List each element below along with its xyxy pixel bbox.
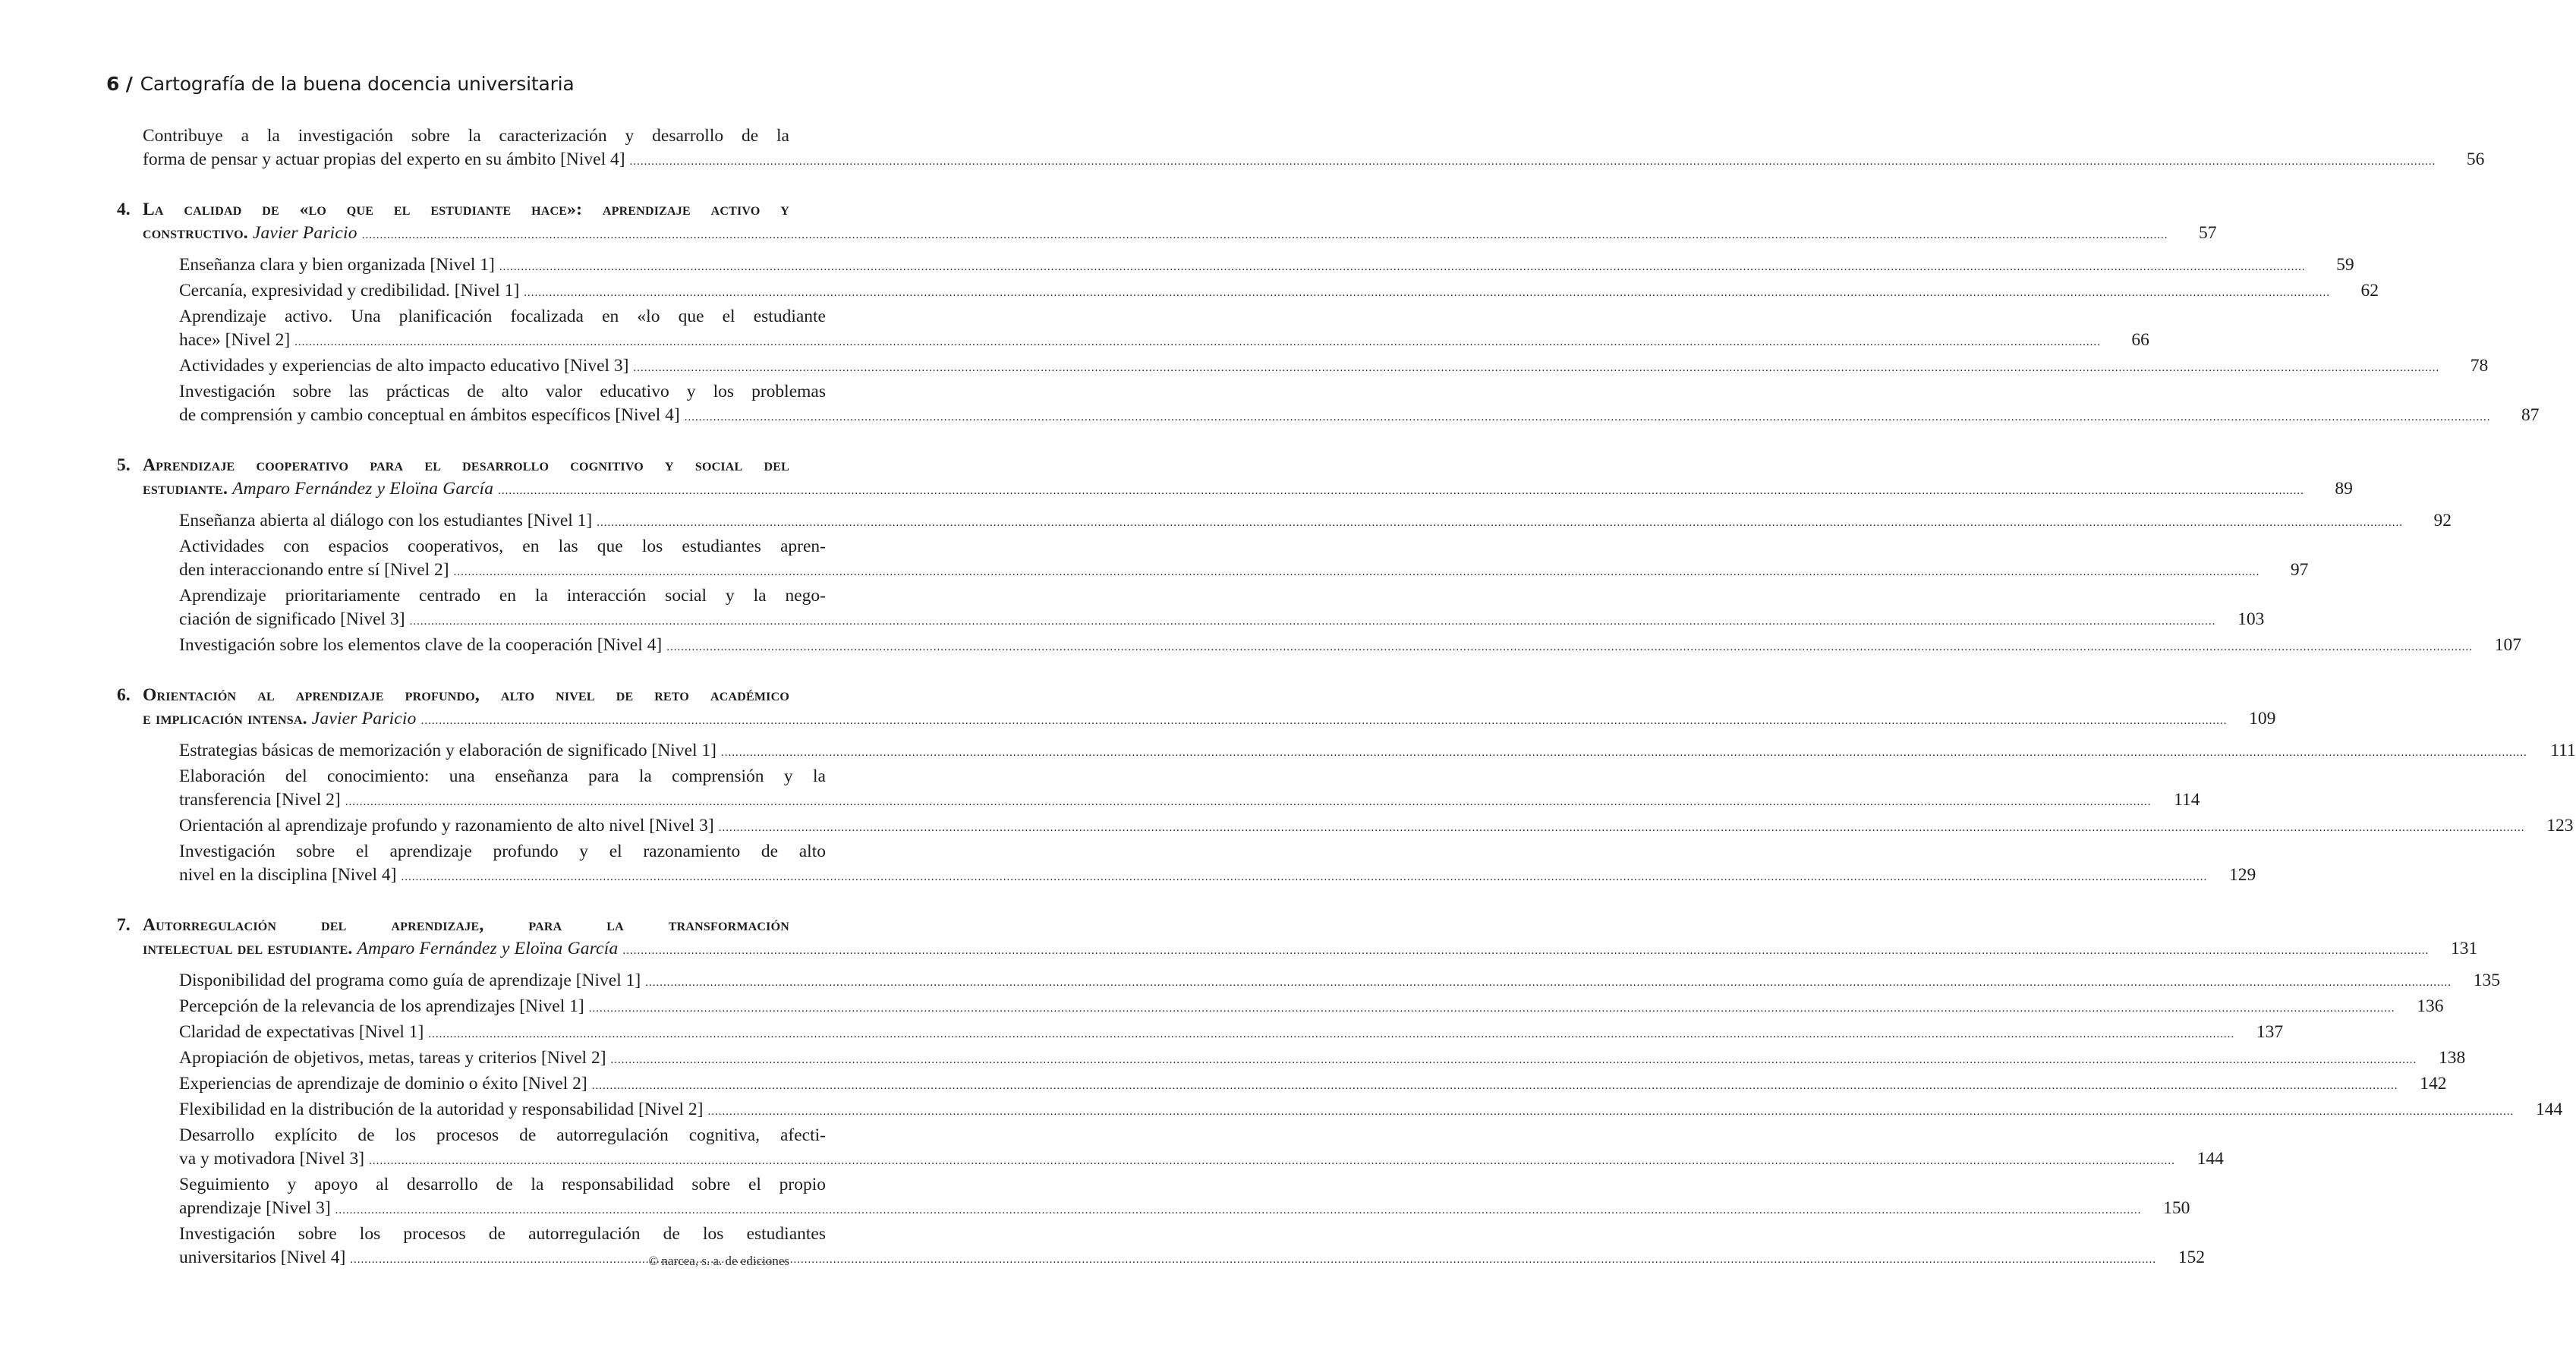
entry-page: 137 xyxy=(2256,1022,2284,1042)
section-entry xyxy=(106,739,2576,765)
entry-text: Cercanía, expresividad y credibilidad. [Nivel 1] xyxy=(179,281,520,301)
leader-dots xyxy=(589,997,2395,1021)
section-entry xyxy=(106,814,2574,840)
entry-page: 152 xyxy=(2178,1248,2206,1267)
entry-text: Actividades y experiencias de alto impacto educativo [Nivel 3] xyxy=(179,356,629,376)
chapter-title-cont: e implicación intensa. Javier Paricio xyxy=(143,709,417,728)
running-head xyxy=(106,73,575,95)
entry-text: universitarios [Nivel 4] xyxy=(179,1248,346,1267)
entry-text: Percepción de la relevancia de los aprendizajes [Nivel 1] xyxy=(179,996,584,1016)
entry-page: 144 xyxy=(2197,1149,2224,1169)
chapter-author: Amparo Fernández y Eloïna García xyxy=(232,479,494,499)
entry-page: 142 xyxy=(2420,1074,2447,1094)
entry-page: 56 xyxy=(2466,149,2485,169)
entry-text: Investigación sobre los elementos clave de la cooperación [Nivel 4] xyxy=(179,635,663,655)
entry-text: Investigación sobre los procesos de autorregulación de los estudiantes xyxy=(179,1224,826,1244)
entry-page: 97 xyxy=(2290,560,2309,580)
section-entry xyxy=(106,305,2149,354)
section-entry xyxy=(106,380,2540,430)
entry-text: va y motivadora [Nivel 3] xyxy=(179,1149,365,1169)
section-entry xyxy=(106,279,2379,305)
entry-page: 92 xyxy=(2433,511,2452,530)
entry-text: Contribuye a la investigación sobre la caracterización y desarrollo de la xyxy=(143,126,789,146)
chapter-number: 7. xyxy=(117,915,131,935)
entry-text: den interaccionando entre sí [Nivel 2] xyxy=(179,560,449,580)
entry-text: Desarrollo explícito de los procesos de autorregulación cognitiva, afecti- xyxy=(179,1125,826,1145)
entry-page: 144 xyxy=(2535,1100,2563,1119)
entry-page: 129 xyxy=(2229,865,2256,885)
entry-text: Actividades con espacios cooperativos, en las que los estudiantes apren- xyxy=(179,537,826,556)
entry-text: ciación de significado [Nivel 3] xyxy=(179,609,405,629)
section-entry xyxy=(106,1098,2563,1124)
chapter-title-cont: intelectual del estudiante. Amparo Fernández y Eloïna García xyxy=(143,939,619,958)
entry-page: 59 xyxy=(2336,255,2354,275)
chapter-title-cont: estudiante. Amparo Fernández y Eloïna García xyxy=(143,479,494,499)
leader-dots xyxy=(428,1023,2234,1046)
entry-text: Experiencias de aprendizaje de dominio o éxito [Nivel 2] xyxy=(179,1074,587,1094)
entry-page: 62 xyxy=(2360,281,2379,301)
leader-dots xyxy=(707,1100,2514,1124)
chapter-author: Javier Paricio xyxy=(252,223,357,243)
table-of-contents xyxy=(106,124,2576,1272)
entry-text: Claridad de expectativas [Nivel 1] xyxy=(179,1022,424,1042)
entry-text: Enseñanza abierta al diálogo con los estudiantes [Nivel 1] xyxy=(179,511,593,530)
entry-page: 114 xyxy=(2174,790,2200,810)
entry-text: forma de pensar y actuar propias del experto en su ámbito [Nivel 4] xyxy=(143,149,625,169)
chapter-entry xyxy=(106,198,2540,430)
leader-dots xyxy=(524,282,2330,305)
entry-page: 66 xyxy=(2131,330,2149,350)
leader-dots xyxy=(630,150,2436,174)
leader-dots xyxy=(335,1199,2142,1223)
section-entry xyxy=(106,1173,2190,1223)
entry-page: 135 xyxy=(2473,971,2500,990)
leader-dots xyxy=(592,1075,2398,1098)
chapter-entry xyxy=(106,684,2576,889)
chapter-page: 89 xyxy=(2335,479,2353,499)
chapter-title: Aprendizaje cooperativo para el desarrollo cognitivo y social del xyxy=(143,455,789,475)
entry-text: hace» [Nivel 2] xyxy=(179,330,291,350)
entry-page: 138 xyxy=(2439,1048,2466,1068)
section-entry xyxy=(106,840,2256,889)
leader-dots xyxy=(498,480,2304,503)
chapter-number: 5. xyxy=(117,455,131,475)
leader-dots xyxy=(410,610,2216,634)
entry-text: Enseñanza clara y bien organizada [Nivel 1] xyxy=(179,255,495,275)
chapter-title: La calidad de «lo que el estudiante hace»: aprendizaje activo y xyxy=(143,200,789,219)
chapter-number: 6. xyxy=(117,685,131,705)
entry-text: Elaboración del conocimiento: una enseñanza para la comprensión y la xyxy=(179,766,826,786)
entry-text: Investigación sobre el aprendizaje profundo y el razonamiento de alto xyxy=(179,842,826,861)
entry-text: Aprendizaje prioritariamente centrado en la interacción social y la nego- xyxy=(179,586,826,606)
leader-dots xyxy=(294,331,2101,354)
entry-text: Aprendizaje activo. Una planificación focalizada en «lo que el estudiante xyxy=(179,307,826,326)
leader-dots xyxy=(421,710,2228,733)
leader-dots xyxy=(597,511,2403,535)
section-entry xyxy=(106,509,2452,535)
entry-page: 123 xyxy=(2546,816,2574,835)
entry-text: aprendizaje [Nivel 3] xyxy=(179,1198,331,1218)
chapter-entry xyxy=(106,454,2521,659)
section-entry xyxy=(106,584,2265,634)
intro-entry xyxy=(106,124,2485,174)
entry-page: 136 xyxy=(2417,996,2444,1016)
section-entry xyxy=(106,969,2500,995)
section-entry xyxy=(106,253,2354,279)
entry-text: Orientación al aprendizaje profundo y razonamiento de alto nivel [Nivel 3] xyxy=(179,816,714,835)
leader-dots xyxy=(645,971,2452,995)
leader-dots xyxy=(611,1049,2417,1072)
leader-dots xyxy=(685,406,2491,430)
leader-dots xyxy=(721,741,2527,765)
copyright-footer: © narcea, s. a. de ediciones xyxy=(648,1254,789,1268)
section-entry xyxy=(106,634,2521,659)
leader-dots xyxy=(634,357,2440,380)
chapter-title-cont: constructivo. Javier Paricio xyxy=(143,223,357,243)
entry-text: Flexibilidad en la distribución de la autoridad y responsabilidad [Nivel 2] xyxy=(179,1100,704,1119)
leader-dots xyxy=(719,817,2525,840)
leader-dots xyxy=(369,1150,2175,1173)
entry-page: 111 xyxy=(2550,741,2576,760)
chapter-page: 109 xyxy=(2249,709,2276,728)
entry-text: Disponibilidad del programa como guía de aprendizaje [Nivel 1] xyxy=(179,971,641,990)
section-entry xyxy=(106,1046,2466,1072)
chapter-author: Amparo Fernández y Eloïna García xyxy=(357,939,619,958)
chapter-entry xyxy=(106,914,2563,1272)
entry-text: Estrategias básicas de memorización y elaboración de significado [Nivel 1] xyxy=(179,741,716,760)
entry-text: Seguimiento y apoyo al desarrollo de la responsabilidad sobre el propio xyxy=(179,1175,826,1194)
leader-dots xyxy=(362,224,2168,247)
page-number: 6 / xyxy=(106,73,133,95)
entry-page: 78 xyxy=(2470,356,2489,376)
chapter-title: Autorregulación del aprendizaje, para la transformación xyxy=(143,915,789,935)
leader-dots xyxy=(666,636,2473,659)
section-entry xyxy=(106,1072,2447,1098)
section-entry xyxy=(106,354,2489,380)
entry-text: Apropiación de objetivos, metas, tareas y criterios [Nivel 2] xyxy=(179,1048,606,1068)
entry-page: 103 xyxy=(2237,609,2265,629)
section-entry xyxy=(106,995,2444,1021)
entry-text: Investigación sobre las prácticas de alto valor educativo y los problemas xyxy=(179,382,826,401)
entry-page: 87 xyxy=(2521,405,2540,425)
chapter-page: 57 xyxy=(2198,223,2217,243)
section-entry xyxy=(106,1124,2224,1173)
section-entry xyxy=(106,535,2309,584)
entry-text: de comprensión y cambio conceptual en ámbitos específicos [Nivel 4] xyxy=(179,405,680,425)
leader-dots xyxy=(623,939,2430,963)
entry-page: 107 xyxy=(2494,635,2521,655)
chapter-author: Javier Paricio xyxy=(311,709,417,728)
chapter-page: 131 xyxy=(2451,939,2478,958)
entry-page: 150 xyxy=(2163,1198,2190,1218)
chapter-title: Orientación al aprendizaje profundo, alto nivel de reto académico xyxy=(143,685,789,705)
leader-dots xyxy=(454,561,2260,584)
section-entry xyxy=(106,1021,2284,1046)
leader-dots xyxy=(345,791,2152,814)
section-entry xyxy=(106,765,2200,814)
leader-dots xyxy=(402,866,2208,889)
book-title: Cartografía de la buena docencia universitaria xyxy=(140,73,575,95)
entry-text: transferencia [Nivel 2] xyxy=(179,790,341,810)
leader-dots xyxy=(499,256,2306,279)
entry-text: nivel en la disciplina [Nivel 4] xyxy=(179,865,397,885)
chapter-number: 4. xyxy=(117,200,131,219)
